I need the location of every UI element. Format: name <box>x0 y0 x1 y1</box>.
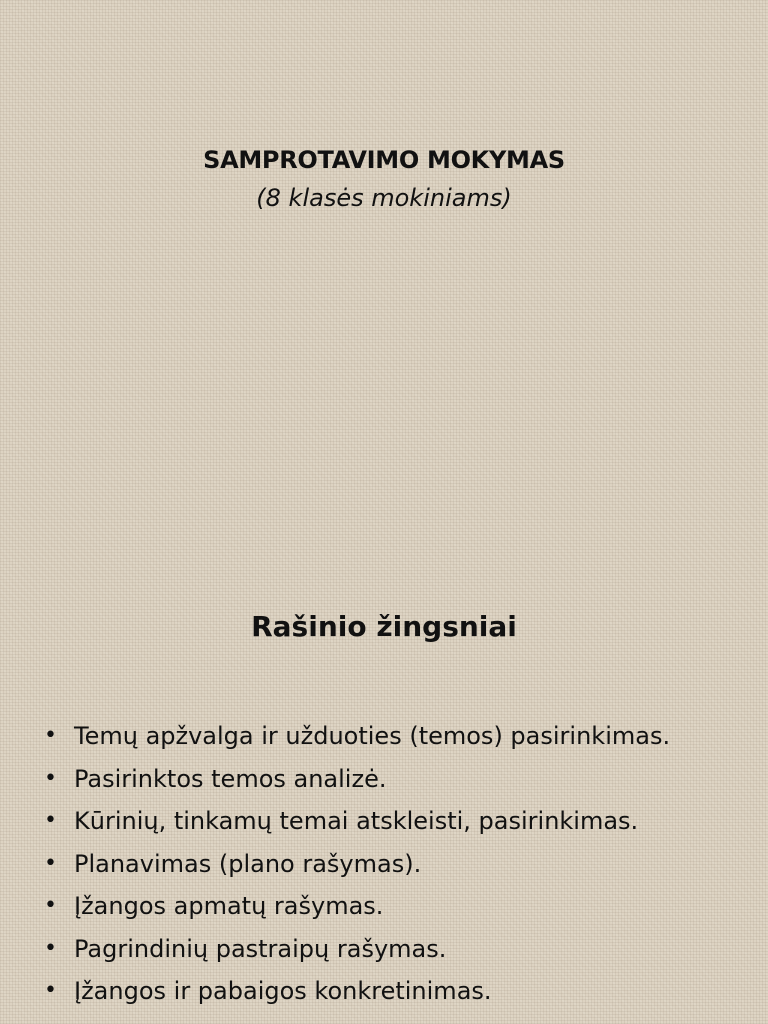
steps-heading: Rašinio žingsniai <box>251 610 517 643</box>
slide-title: SAMPROTAVIMO MOKYMAS <box>203 146 565 174</box>
bullet-icon: • <box>44 808 57 833</box>
bullet-icon: • <box>44 765 57 791</box>
bullet-icon: • <box>44 893 57 918</box>
list-item-text: Kūrinių, tinkamų temai atskleisti, pasirinkimas. <box>74 807 639 835</box>
slide-subtitle: (8 klasės mokiniams) <box>256 184 512 212</box>
list-item-text: Įžangos apmatų rašymas. <box>74 892 384 920</box>
list-item <box>40 843 748 886</box>
list-item <box>40 758 748 801</box>
list-item-text: Pasirinktos temos analizė. <box>74 764 387 793</box>
bullet-icon: • <box>44 850 57 876</box>
steps-slide <box>0 512 768 1024</box>
steps-list <box>40 715 748 1013</box>
list-item-text: Įžangos ir pabaigos konkretinimas. <box>74 977 492 1005</box>
list-item <box>40 928 748 971</box>
list-item <box>40 885 748 928</box>
bullet-icon: • <box>44 935 57 961</box>
bullet-icon: • <box>44 978 57 1003</box>
list-item-text: Temų apžvalga ir užduoties (temos) pasirinkimas. <box>74 722 671 750</box>
list-item <box>40 970 748 1013</box>
bullet-icon: • <box>44 723 57 748</box>
list-item <box>40 800 748 843</box>
list-item-text: Planavimas (plano rašymas). <box>74 849 422 878</box>
list-item <box>40 715 748 758</box>
list-item-text: Pagrindinių pastraipų rašymas. <box>74 934 447 963</box>
